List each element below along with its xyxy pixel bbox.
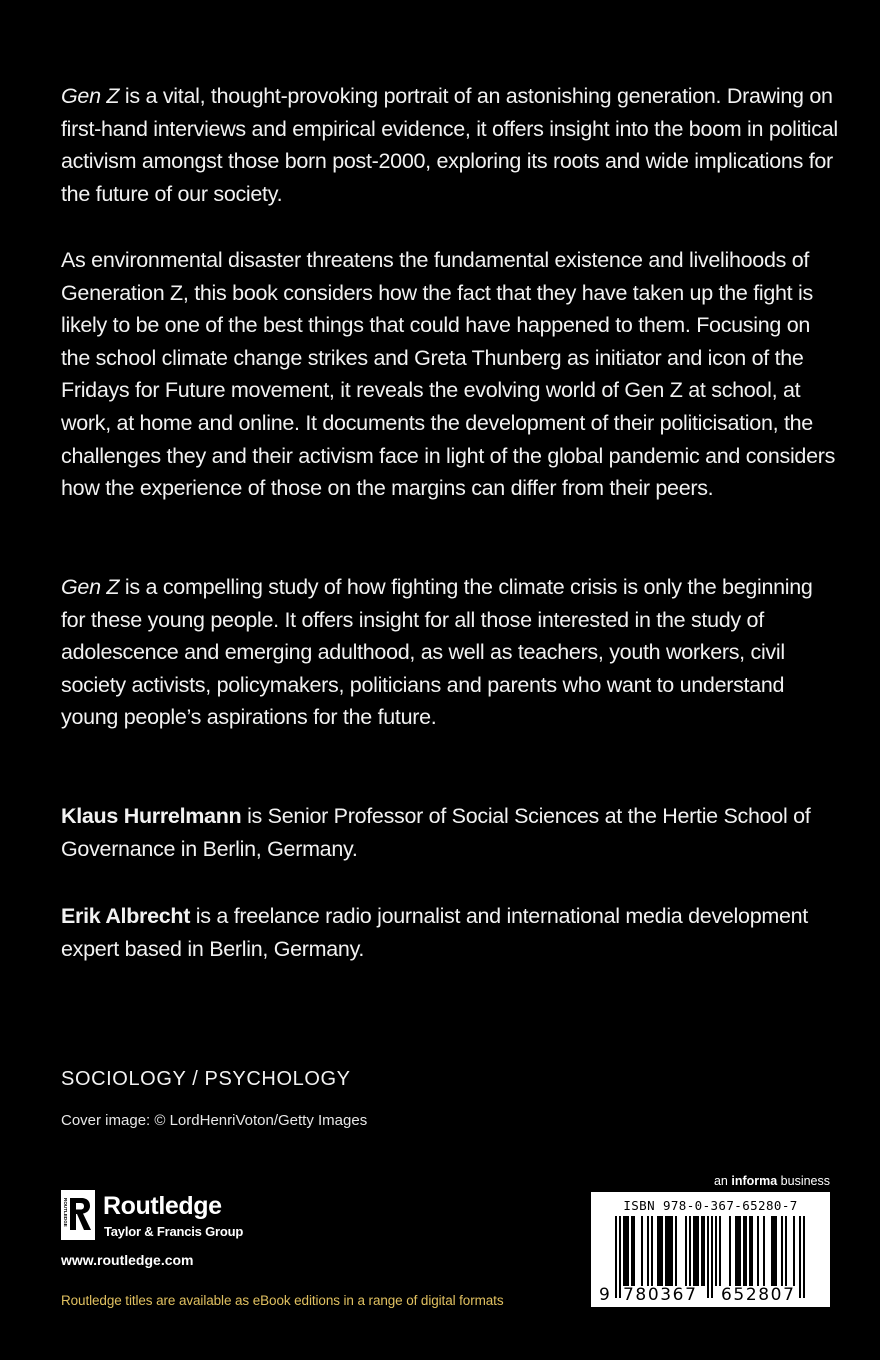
barcode-bar <box>763 1216 765 1286</box>
barcode-bar <box>661 1216 663 1286</box>
barcode-bar <box>651 1216 653 1286</box>
barcode-bar <box>689 1216 691 1286</box>
barcode-bar <box>749 1216 751 1286</box>
barcode-bar <box>633 1216 635 1286</box>
informa-business-label: an informa business <box>713 1174 830 1188</box>
barcode-bar <box>665 1216 667 1286</box>
barcode-bar <box>799 1216 801 1298</box>
barcode-bar <box>745 1216 747 1286</box>
ebook-availability-note: Routledge titles are available as eBook editions in a range of digital formats <box>61 1293 504 1308</box>
author-bio-2 <box>61 900 851 965</box>
barcode-bar <box>735 1216 737 1286</box>
barcode-bar <box>785 1216 787 1286</box>
barcode-bar <box>675 1216 677 1286</box>
barcode-bar <box>707 1216 709 1298</box>
author-bio-text: is Senior Professor of Social Sciences at the Hertie School of Governance in Berlin, Germany. <box>61 804 811 861</box>
barcode-bar <box>701 1216 703 1286</box>
author-name: Erik Albrecht <box>61 904 191 928</box>
publisher-group: Taylor & Francis Group <box>104 1224 244 1239</box>
barcode-bar <box>773 1216 775 1286</box>
barcode-bar <box>775 1216 777 1286</box>
barcode-bar <box>771 1216 773 1286</box>
publisher-name: Routledge <box>103 1192 222 1220</box>
barcode-bar <box>685 1216 687 1286</box>
barcode-bar <box>667 1216 669 1286</box>
barcode-bar <box>641 1216 643 1286</box>
barcode-bar <box>793 1216 795 1286</box>
isbn-label: ISBN 978-0-367-65280-7 <box>623 1198 798 1213</box>
barcode-left-digits: 780367 <box>623 1285 698 1305</box>
barcode-bar <box>757 1216 759 1286</box>
barcode-bar <box>729 1216 731 1286</box>
barcode-bar <box>631 1216 633 1286</box>
author-name: Klaus Hurrelmann <box>61 804 242 828</box>
cover-image-credit: Cover image: © LordHenriVoton/Getty Images <box>61 1112 368 1129</box>
book-title-italic: Gen Z <box>61 575 120 599</box>
barcode-bar <box>715 1216 717 1286</box>
subject-category: SOCIOLOGY / PSYCHOLOGY <box>61 1068 351 1090</box>
barcode-bar <box>697 1216 699 1286</box>
barcode-lead-digit: 9 <box>599 1285 612 1305</box>
barcode-right-digits: 652807 <box>721 1285 796 1305</box>
barcode-bar <box>743 1216 745 1286</box>
barcode-bar <box>615 1216 617 1298</box>
svg-text:ROUTLEDGE: ROUTLEDGE <box>63 1198 68 1227</box>
barcode-bar <box>619 1216 621 1298</box>
barcode-bar <box>703 1216 705 1286</box>
blurb-paragraph-3-text: is a compelling study of how fighting the climate crisis is only the beginning for these young people. It offers insight for all those interested in the study of adolescence and emerging adulthood, as well as teachers, youth workers, civil society activists, policymakers, politicians and parents who want to understand young people’s aspirations for the future. <box>61 575 813 730</box>
book-title-italic: Gen Z <box>61 84 120 108</box>
publisher-website: www.routledge.com <box>61 1252 194 1268</box>
barcode-bar <box>737 1216 739 1286</box>
blurb-paragraph-1 <box>61 80 841 210</box>
barcode-bar <box>695 1216 697 1286</box>
barcode-bar <box>739 1216 741 1286</box>
blurb-paragraph-3 <box>61 571 841 734</box>
routledge-logo <box>61 1190 321 1246</box>
barcode-bar <box>625 1216 627 1286</box>
barcode-bar <box>803 1216 805 1298</box>
author-bio-1 <box>61 800 851 865</box>
barcode-bar <box>693 1216 695 1286</box>
barcode-bar <box>711 1216 713 1298</box>
barcode-bar <box>669 1216 671 1286</box>
blurb-paragraph-2: As environmental disaster threatens the fundamental existence and livelihoods of Generation Z, this book considers how the fact that they have taken up the fight is likely to be one of the best things that could have happened to them. Focusing on the school climate change strikes and Greta Thunberg as initiator and icon of the Fridays for Future movement, it reveals the evolving world of Gen Z at school, at work, at home and online. It documents the development of their politicisation, the challenges they and their activism face in light of the global pandemic and considers how the experience of those on the margins can differ from their peers. <box>61 248 836 501</box>
barcode-bar <box>657 1216 659 1286</box>
routledge-r-mark-icon <box>61 1190 95 1240</box>
barcode-bar <box>719 1216 721 1286</box>
isbn-barcode <box>591 1192 830 1307</box>
author-bio-text: is a freelance radio journalist and international media development expert based in Berlin, Germany. <box>61 904 808 961</box>
blurb-paragraph-1-text: is a vital, thought-provoking portrait of an astonishing generation. Drawing on first-hand interviews and empirical evidence, it offers insight into the boom in political activism amongst those born post-2000, exploring its roots and wide implications for the future of our society. <box>61 84 838 206</box>
barcode-bar <box>781 1216 783 1286</box>
barcode-bar <box>647 1216 649 1286</box>
barcode-bar <box>671 1216 673 1286</box>
barcode-bar <box>751 1216 753 1286</box>
barcode-bar <box>623 1216 625 1286</box>
barcode-bar <box>627 1216 629 1286</box>
barcode-bar <box>659 1216 661 1286</box>
